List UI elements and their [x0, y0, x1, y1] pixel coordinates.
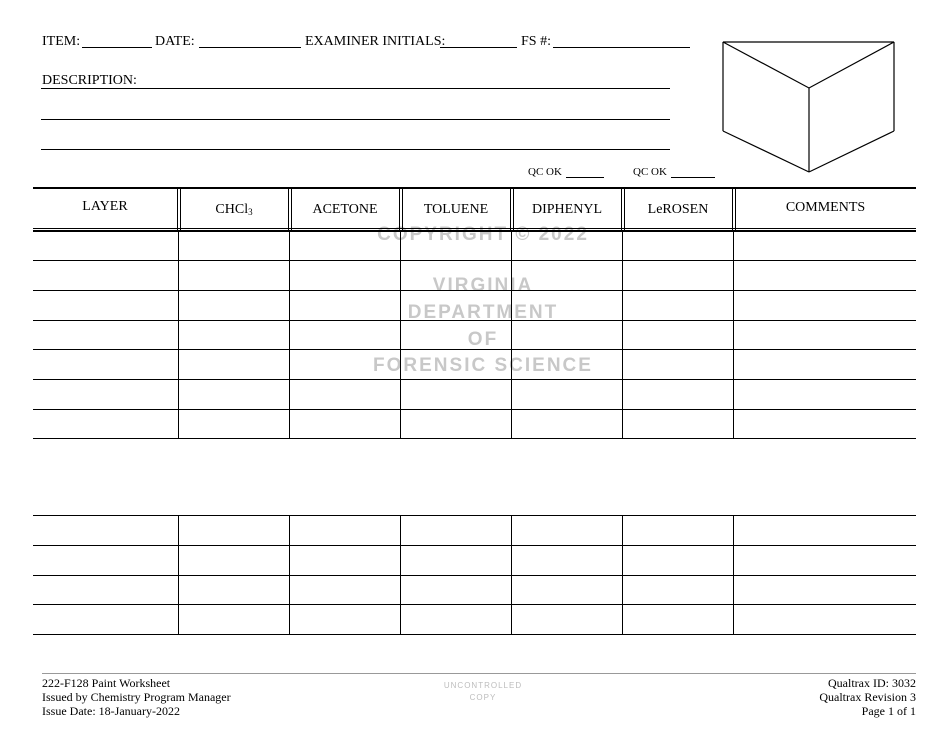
table-header-rule-double	[33, 230, 916, 232]
table-row[interactable]	[33, 575, 916, 576]
table-top-border	[33, 187, 916, 189]
table-row[interactable]	[33, 515, 916, 516]
column-header-comments: COMMENTS	[785, 200, 866, 215]
header-sep	[177, 188, 178, 230]
qc-ok-label-2: QC OK	[633, 166, 667, 178]
header-sep	[288, 188, 289, 230]
column-header-toluene: TOLUENE	[423, 202, 489, 217]
table-header-rule	[33, 228, 916, 229]
watermark-copyright: COPYRIGHT © 2022	[377, 224, 589, 245]
column-line	[733, 515, 734, 634]
chcl3-subscript: 3	[248, 207, 253, 217]
description-line-1[interactable]	[41, 88, 670, 89]
header-sep	[399, 188, 400, 230]
footer-qualtrax-id: Qualtrax ID: 3032	[828, 676, 916, 690]
column-line	[622, 231, 623, 438]
column-header-diphenyl: DIPHENYL	[532, 202, 602, 217]
column-line	[622, 515, 623, 634]
table-row[interactable]	[33, 604, 916, 605]
header-sep	[732, 188, 733, 230]
description-label: DESCRIPTION:	[42, 73, 137, 88]
header-sep	[621, 188, 622, 230]
table-row[interactable]	[33, 320, 916, 321]
table-row[interactable]	[33, 379, 916, 380]
column-header-chcl3	[180, 202, 288, 218]
column-header-acetone: ACETONE	[312, 202, 378, 217]
table-row[interactable]	[33, 260, 916, 261]
qc-ok-field-1[interactable]	[566, 177, 604, 178]
footer-page-number: Page 1 of 1	[861, 704, 916, 718]
column-line	[400, 231, 401, 438]
footer-issued-by: Issued by Chemistry Program Manager	[42, 690, 231, 704]
column-line	[178, 231, 179, 438]
column-line	[178, 515, 179, 634]
watermark-department: DEPARTMENT	[407, 302, 559, 323]
column-line	[400, 515, 401, 634]
column-line	[733, 231, 734, 438]
table-row[interactable]	[33, 349, 916, 350]
footer-issue-date: Issue Date: 18-January-2022	[42, 704, 180, 718]
qc-ok-label-1: QC OK	[528, 166, 562, 178]
watermark-virginia: VIRGINIA	[432, 275, 534, 296]
footer-form-name: 222-F128 Paint Worksheet	[42, 676, 171, 690]
footer-divider	[42, 673, 916, 674]
column-line	[289, 231, 290, 438]
table-row[interactable]	[33, 545, 916, 546]
watermark-forensic-science: FORENSIC SCIENCE	[373, 355, 593, 376]
column-line	[511, 231, 512, 438]
fs-number-field[interactable]	[553, 47, 690, 48]
uncontrolled-stamp-line-2: COPY	[469, 693, 497, 702]
description-line-3[interactable]	[41, 149, 670, 150]
date-label: DATE:	[155, 34, 195, 49]
column-line	[511, 515, 512, 634]
paint-chip-wedge-diagram	[715, 35, 905, 180]
table-row[interactable]	[33, 409, 916, 410]
item-label: ITEM:	[42, 34, 81, 49]
footer-qualtrax-revision: Qualtrax Revision 3	[819, 690, 916, 704]
column-line	[289, 515, 290, 634]
examiner-initials-field[interactable]	[440, 47, 517, 48]
chcl3-text: CHCl	[215, 202, 249, 217]
watermark-of: OF	[467, 329, 499, 350]
column-header-lerosen: LeROSEN	[647, 202, 709, 217]
date-field[interactable]	[199, 47, 301, 48]
examiner-initials-label: EXAMINER INITIALS:	[305, 34, 446, 49]
fs-number-label: FS #:	[521, 34, 551, 49]
table-row[interactable]	[33, 634, 916, 635]
table-row[interactable]	[33, 438, 916, 439]
uncontrolled-stamp-line-1: UNCONTROLLED	[443, 681, 523, 690]
header-sep	[510, 188, 511, 230]
qc-ok-field-2[interactable]	[671, 177, 715, 178]
description-line-2[interactable]	[41, 119, 670, 120]
item-field[interactable]	[82, 47, 152, 48]
table-row[interactable]	[33, 290, 916, 291]
column-header-layer: LAYER	[82, 199, 128, 214]
